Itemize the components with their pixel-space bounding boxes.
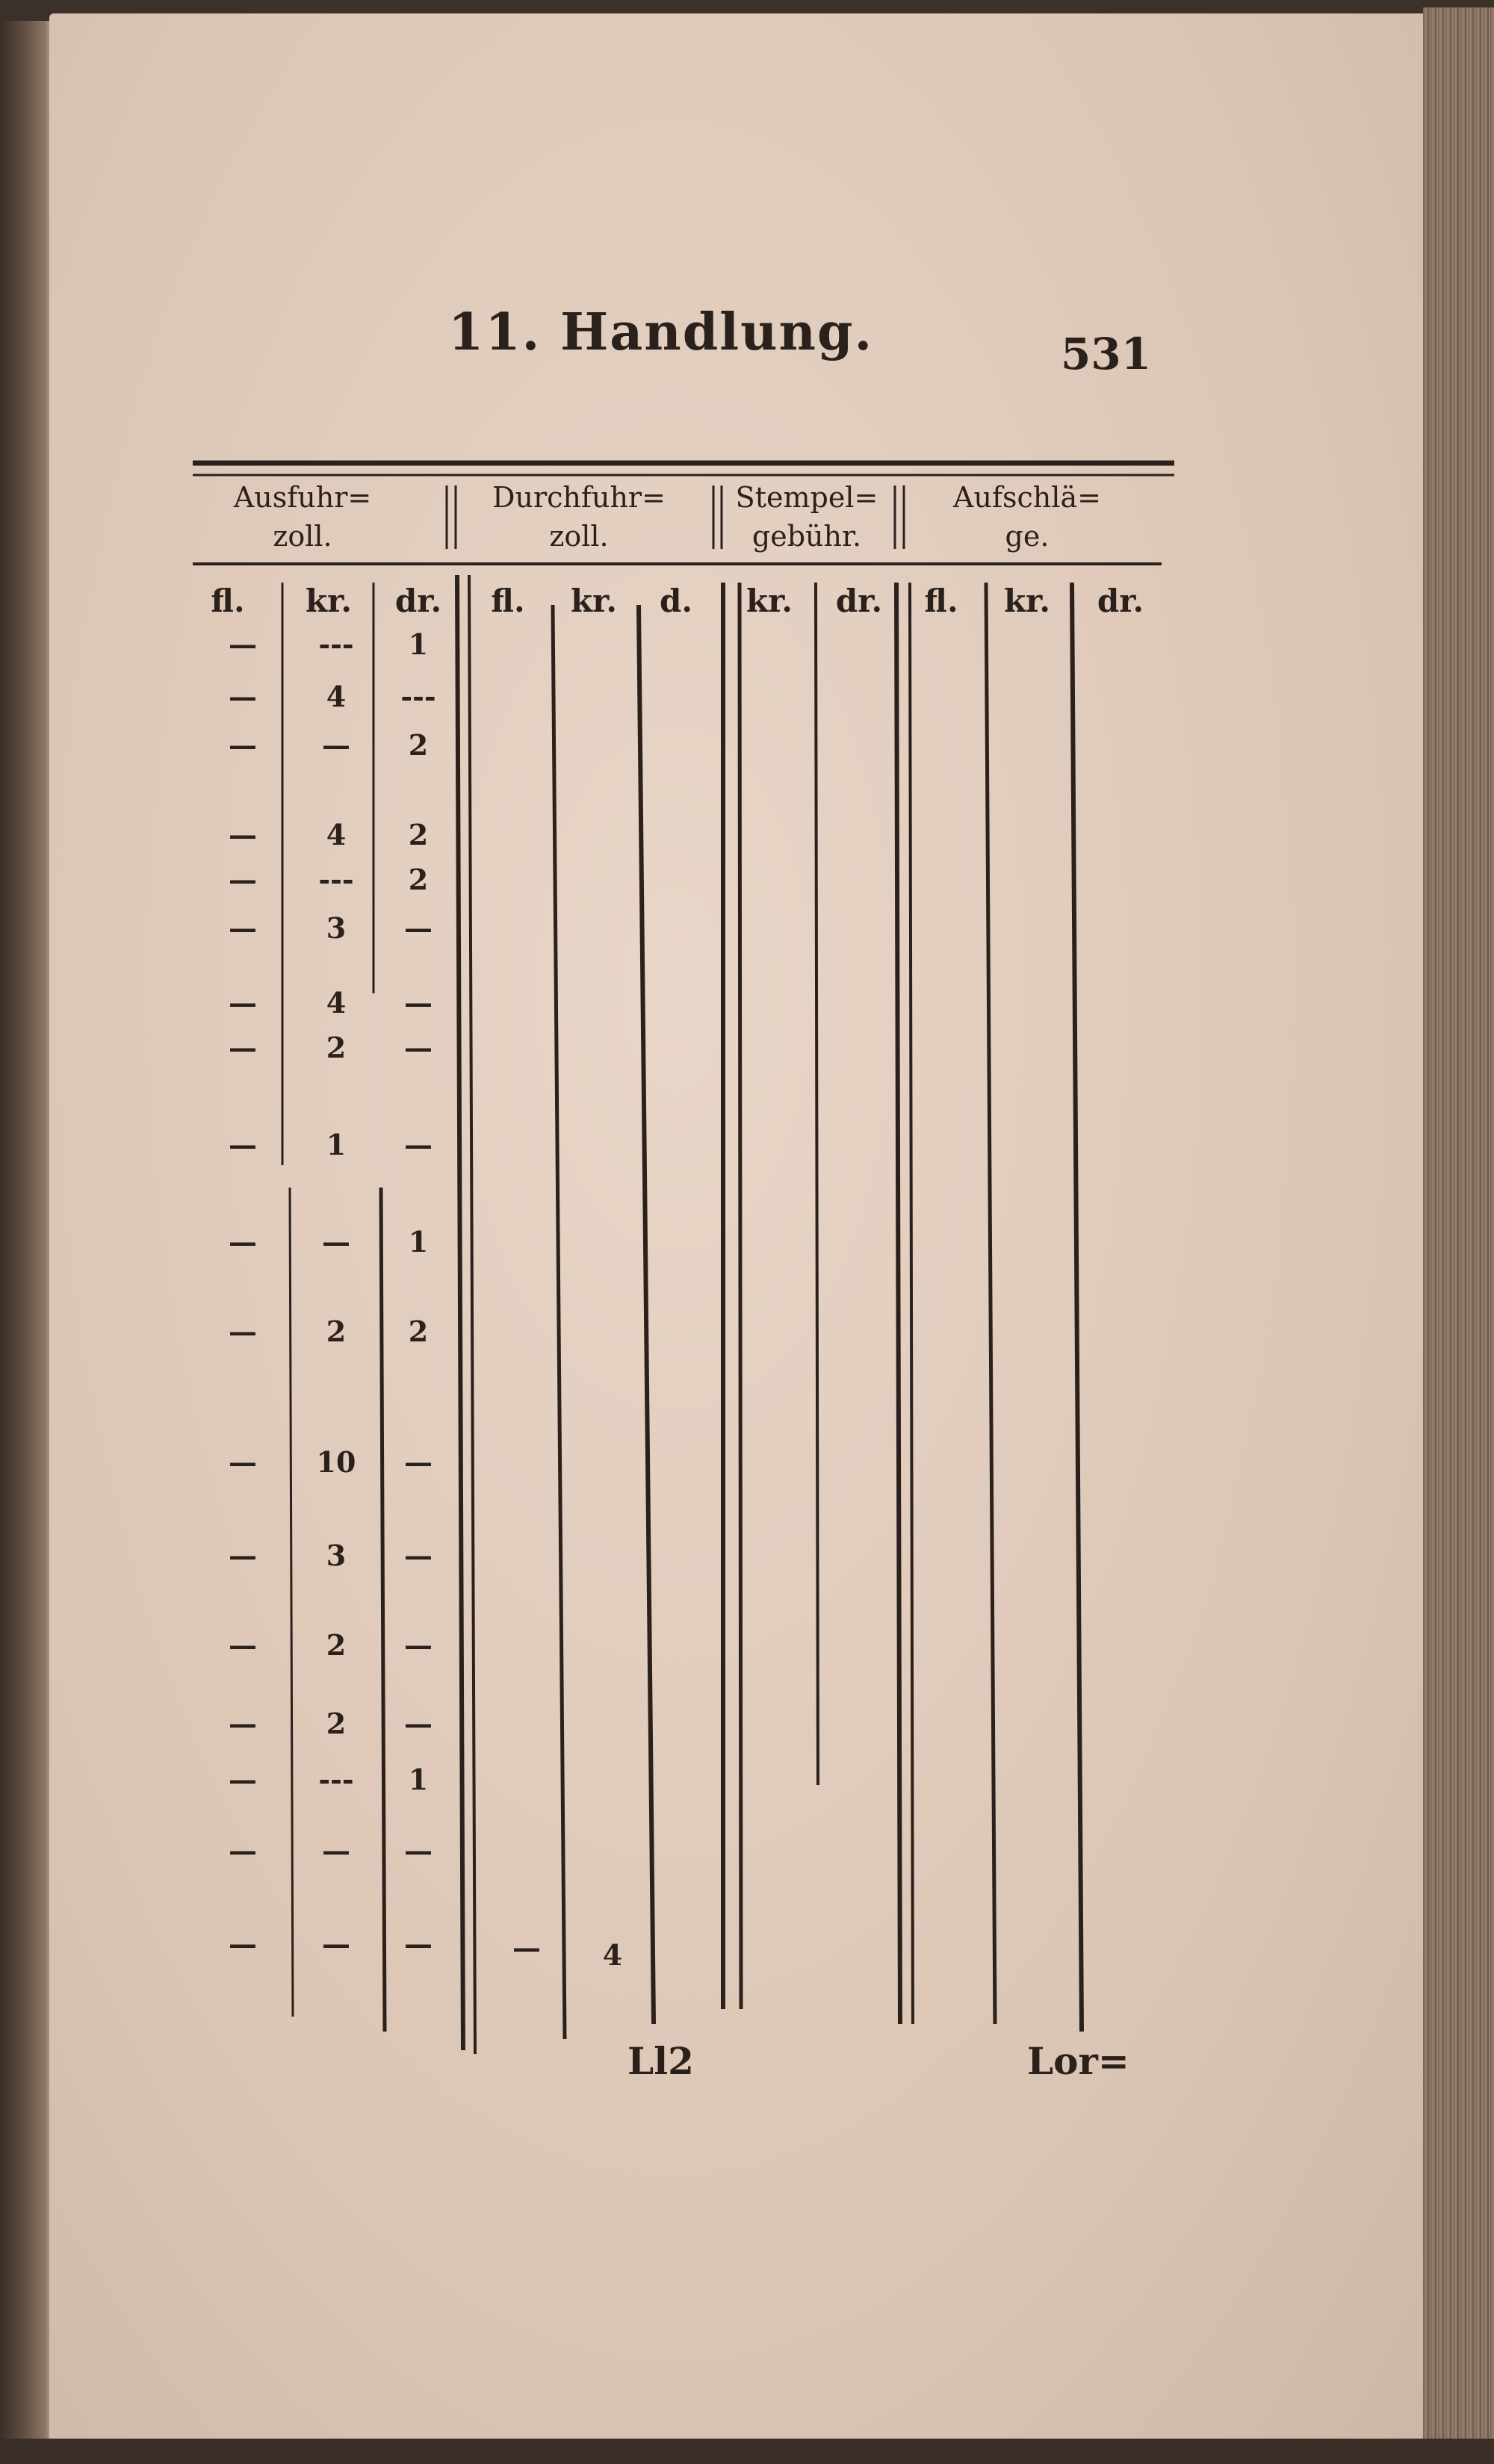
cell-ausfuhr-kr: 1 [326,1128,347,1161]
cell-ausfuhr-dr: — [404,1707,433,1740]
page-number: 531 [1061,329,1152,379]
cell-ausfuhr-fl: — [229,1539,257,1572]
cell-ausfuhr-fl: — [229,1834,257,1867]
cell-ausfuhr-kr: --- [318,627,354,661]
column-rule [896,583,900,2024]
column-rule [1072,583,1082,2032]
cell-ausfuhr-kr: 2 [326,1628,347,1662]
cell-ausfuhr-dr: 1 [408,627,429,661]
cell-ausfuhr-dr: — [404,1539,433,1572]
cell-ausfuhr-dr: 1 [408,1225,429,1259]
cell-ausfuhr-kr: — [322,1225,350,1259]
cell-ausfuhr-kr: 4 [326,818,347,851]
column-rule [381,1188,385,2032]
group-header-line2: zoll. [549,520,609,553]
cell-ausfuhr-fl: — [229,728,257,762]
cell-ausfuhr-fl: — [229,1927,257,1961]
group-header-line1: Durchfuhr= [492,481,666,514]
running-title: 11. Handlung. [448,302,874,362]
cell-ausfuhr-fl: — [229,680,257,713]
cell-ausfuhr-dr: — [404,986,433,1020]
group-header-line2: gebühr. [751,520,862,553]
column-rule [639,605,654,2024]
cell-ausfuhr-dr: --- [400,680,436,713]
cell-ausfuhr-fl: — [229,1031,257,1064]
group-header-line1: Ausfuhr= [233,481,372,514]
group-header-line1: Stempel= [735,481,878,514]
cell-ausfuhr-fl: — [229,1707,257,1740]
cell-ausfuhr-kr: 3 [326,1539,347,1572]
cell-ausfuhr-kr: 4 [326,986,347,1020]
column-rule [816,583,818,1785]
subheader-durchfuhr-kr: kr. [571,583,617,619]
cell-ausfuhr-kr: --- [318,863,354,896]
subheader-aufschlag-fl: fl. [924,583,958,619]
column-rule [910,583,913,2024]
cell-ausfuhr-dr: — [404,1834,433,1867]
cell-ausfuhr-fl: — [229,627,257,661]
subheader-aufschlag-kr: kr. [1004,583,1050,619]
cell-ausfuhr-kr: 2 [326,1031,347,1064]
signature-mark: Ll2 [627,2039,694,2083]
cell-ausfuhr-fl: — [229,1225,257,1259]
cell-ausfuhr-fl: — [229,911,257,945]
subheader-durchfuhr-d: d. [660,583,692,619]
subheader-ausfuhr-fl: fl. [211,583,245,619]
subheader-stempel-kr: kr. [746,583,793,619]
cell-ausfuhr-fl: — [229,1628,257,1662]
column-rule [290,1188,293,2017]
column-rule [986,583,995,2024]
cell-ausfuhr-dr: 1 [408,1763,429,1796]
column-rule [553,605,565,2039]
cell-ausfuhr-kr: — [322,728,350,762]
cell-ausfuhr-kr: 2 [326,1707,347,1740]
group-header-line2: ge. [1005,520,1050,553]
cell-ausfuhr-dr: — [404,1031,433,1064]
cell-durchfuhr-kr: 4 [602,1938,623,1972]
subheader-durchfuhr-fl: fl. [491,583,525,619]
cell-ausfuhr-kr: --- [318,1763,354,1796]
cell-ausfuhr-kr: 4 [326,680,347,713]
cell-ausfuhr-dr: — [404,1128,433,1161]
cell-ausfuhr-fl: — [229,1445,257,1479]
subheader-ausfuhr-dr: dr. [394,583,442,619]
catchword: Lor= [1027,2039,1129,2083]
column-rule [740,583,741,2009]
cell-durchfuhr-fl: — [512,1931,541,1964]
subheader-ausfuhr-kr: kr. [306,583,352,619]
column-rule [469,575,475,2054]
cell-ausfuhr-dr: — [404,911,433,945]
cell-ausfuhr-kr: 3 [326,911,347,945]
cell-ausfuhr-dr: — [404,1445,433,1479]
cell-ausfuhr-fl: — [229,1128,257,1161]
cell-ausfuhr-dr: 2 [408,818,429,851]
cell-ausfuhr-kr: — [322,1834,350,1867]
subheader-stempel-dr: dr. [835,583,883,619]
column-rule [457,575,463,2050]
group-header-line1: Aufschlä= [953,481,1101,514]
cell-ausfuhr-fl: — [229,986,257,1020]
group-header-line2: zoll. [273,520,332,553]
cell-ausfuhr-dr: — [404,1628,433,1662]
cell-ausfuhr-kr: — [322,1927,350,1961]
cell-ausfuhr-dr: 2 [408,728,429,762]
cell-ausfuhr-dr: 2 [408,1315,429,1348]
cell-ausfuhr-fl: — [229,1315,257,1348]
cell-ausfuhr-fl: — [229,1763,257,1796]
cell-ausfuhr-kr: 2 [326,1315,347,1348]
cell-ausfuhr-dr: 2 [408,863,429,896]
subheader-aufschlag-dr: dr. [1097,583,1144,619]
cell-ausfuhr-fl: — [229,818,257,851]
cell-ausfuhr-kr: 10 [316,1445,356,1479]
cell-ausfuhr-dr: — [404,1927,433,1961]
cell-ausfuhr-fl: — [229,863,257,896]
